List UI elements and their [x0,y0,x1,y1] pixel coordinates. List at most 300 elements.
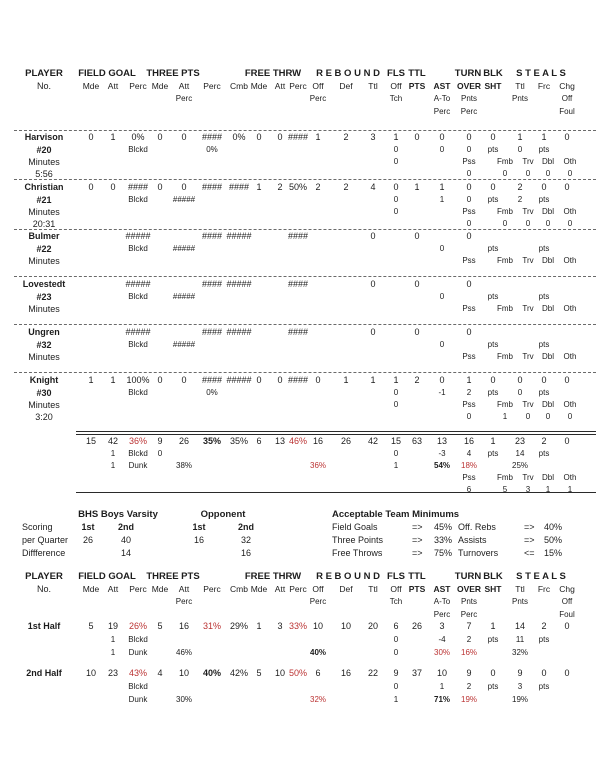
cell-st_chg: Chg [559,584,575,594]
cell-dbl: 0 [545,219,551,228]
cell-ast: A-To [433,597,451,606]
cell-sht: pts [487,340,499,349]
cell-ast: 30% [433,648,451,657]
cell-st_frc: pts [538,682,550,691]
cell-ft_mde: 0 [256,132,262,142]
cell-fg_att: 1 [110,648,116,657]
cell-cmb: ##### [226,327,252,337]
cell-ft_att: Att [274,81,286,91]
cell-st_frc: 2 [541,621,547,631]
cell-ft_perc: 50% [288,668,308,678]
cell-name: Ungren [28,327,60,337]
cell-pss: Pss [462,207,476,216]
cell-g_st: S T E A L S [516,68,566,79]
cell-sht: pts [487,449,499,458]
cell-ft_att: 0 [277,132,283,142]
cell-min_l1: Three Points [332,535,384,545]
cell-tp_mde: 4 [157,668,163,678]
row-separator [14,130,596,131]
cell-over: 0 [466,195,472,204]
cell-st_ttl: 32% [511,648,529,657]
cell-dbl: Dbl [541,304,555,313]
cell-rb_off: Perc [309,597,327,606]
cell-tp_att: Perc [175,94,193,103]
cell-pts: 63 [411,436,423,446]
cell-fls: 0 [393,182,399,192]
cell-fg_att: 1 [110,132,116,142]
cell-oth: 1 [567,485,573,494]
cell-st_chg: 0 [564,621,570,631]
cell-min_v2: 50% [544,535,563,545]
cell-pss: 6 [466,485,472,494]
cell-pts: 0 [414,279,420,289]
cell-st_ttl: 2 [517,195,523,204]
cell-ast: 71% [433,695,451,704]
cell-b2: 2nd [117,522,135,532]
cell-fg_att: 1 [110,461,116,470]
cell-tp_perc: #### [201,182,223,192]
cell-min_v1: 75% [434,548,453,558]
cell-ft_att: 13 [274,436,286,446]
cell-ft_att: Att [274,584,286,594]
cell-trv: Trv [522,207,534,216]
cell-rb_off: 36% [309,461,327,470]
cell-ft_perc: #### [287,231,309,241]
cell-trv: 0 [525,219,531,228]
cell-pts: PTS [408,81,426,91]
cell-min_v1: 45% [434,522,453,532]
cell-rb_def: 26 [340,436,352,446]
cell-tp_perc: #### [201,327,223,337]
cell-min_l1: Field Goals [332,522,378,532]
cell-pss: 0 [466,412,472,421]
cell-ft_perc: 50% [288,182,308,192]
cell-name: Lovestedt [22,279,66,289]
cell-fg_perc: Dunk [128,648,148,657]
cell-fls: 1 [393,132,399,142]
cell-name: #20 [36,145,52,155]
cell-fmb: 1 [502,412,508,421]
cell-g_st: S T E A L S [516,571,566,582]
cell-over: 0 [466,182,472,192]
cell-sht: 1 [490,621,496,631]
cell-ast: 1 [439,195,445,204]
cell-pts: 1 [414,182,420,192]
cell-over: 7 [466,621,472,631]
cell-name: 2nd Half [26,668,62,678]
cell-rb_off: Perc [309,94,327,103]
cell-rb_off: 6 [315,668,321,678]
cell-fg_perc: ##### [125,327,151,337]
cell-ast: 3 [439,621,445,631]
cell-ast: -3 [438,449,446,458]
cell-ast: Perc [433,107,451,116]
cell-fls: Tch [389,94,403,103]
cell-tp_att: 0 [181,182,187,192]
cell-fls: 0 [393,145,399,154]
cell-over: 2 [466,682,472,691]
cell-ft_perc: 33% [288,621,308,631]
cell-ft_att: 3 [277,621,283,631]
cell-cmb: ##### [226,279,252,289]
cell-tp_mde: 0 [157,132,163,142]
cell-oth: 0 [567,169,573,178]
cell-rb_ttl: 3 [370,132,376,142]
cell-name: Minutes [28,207,60,217]
cell-sht: pts [487,682,499,691]
cell-st_ttl: 19% [511,695,529,704]
cell-sht: pts [487,292,499,301]
cell-st_frc: pts [538,195,550,204]
cell-o1: 1st [192,522,206,532]
cell-dbl: Dbl [541,157,555,166]
cell-rb_off: 10 [312,621,324,631]
cell-sht: 0 [490,182,496,192]
cell-ast: 0 [439,132,445,142]
cell-fg_perc: 0% [131,132,145,142]
cell-over: Pnts [460,597,478,606]
cell-opp_title: Opponent [200,509,246,520]
cell-ft_mde: 1 [256,621,262,631]
cell-min_a1: => [412,535,423,545]
cell-pts: 0 [414,327,420,337]
cell-rb_def: Def [339,81,353,91]
cell-trv: 0 [525,169,531,178]
cell-fg_att: 42 [107,436,119,446]
cell-fls: 0 [393,648,399,657]
cell-pts: 0 [414,132,420,142]
cell-fls: 0 [393,157,399,166]
cell-trv: Trv [522,400,534,409]
cell-fg_perc: ##### [125,279,151,289]
cell-fls: 0 [393,388,399,397]
cell-name: Minutes [28,304,60,314]
cell-rb_ttl: 22 [367,668,379,678]
cell-rb_def: Def [339,584,353,594]
row-separator [14,276,596,277]
cell-rb_off: 2 [315,182,321,192]
cell-fg_perc: 43% [128,668,148,678]
totals-top-rule [76,431,596,432]
cell-over: Perc [460,107,478,116]
cell-fls: 15 [390,436,402,446]
cell-cmb: 42% [229,668,249,678]
cell-sht: BLK [483,571,503,582]
cell-dbl: 0 [545,412,551,421]
cell-st_frc: 0 [541,668,547,678]
cell-o2: 32 [240,535,252,545]
cell-rb_off: 1 [315,132,321,142]
cell-fg_perc: Perc [129,584,147,594]
cell-tp_perc: #### [201,279,223,289]
cell-name: Knight [29,375,59,385]
cell-sht: 0 [490,132,496,142]
cell-fls: FLS [387,68,405,79]
cell-fg_att: 0 [110,182,116,192]
cell-over: 18% [460,461,478,470]
cell-st_chg: 0 [564,182,570,192]
cell-sht: BLK [483,68,503,79]
cell-g_tp: THREE PTS [146,68,200,79]
cell-st_frc: 2 [541,436,547,446]
cell-tp_mde: 5 [157,621,163,631]
cell-fmb: Fmb [497,400,513,409]
cell-trv: Trv [522,304,534,313]
cell-tp_perc: 35% [202,436,222,446]
cell-ft_att: 0 [277,375,283,385]
cell-fls: Tch [389,597,403,606]
cell-pss: Pss [462,256,476,265]
cell-cmb: #### [228,182,250,192]
cell-dbl: Dbl [541,473,555,482]
cell-tp_mde: 0 [157,375,163,385]
cell-oth: Oth [563,207,577,216]
cell-pts: TTL [408,571,426,582]
cell-fls: 0 [393,400,399,409]
cell-fmb: Fmb [497,207,513,216]
cell-min_l2: Assists [458,535,487,545]
cell-name: PLAYER [25,571,63,582]
cell-st_frc: Frc [537,584,551,594]
cell-oth: 0 [567,412,573,421]
cell-ft_mde: 6 [256,436,262,446]
cell-rb_off: 16 [312,436,324,446]
cell-tp_att: 46% [175,648,193,657]
cell-st_chg: Chg [559,81,575,91]
cell-ast: 0 [439,292,445,301]
cell-trv: 3 [525,485,531,494]
cell-st_frc: 1 [541,132,547,142]
cell-rb_def: 16 [340,668,352,678]
cell-pts: 37 [411,668,423,678]
cell-fmb: Fmb [497,473,513,482]
cell-pts: TTL [408,68,426,79]
cell-fg_perc: Blckd [128,682,148,691]
cell-trv: Trv [522,256,534,265]
cell-tp_mde: Mde [151,81,169,91]
cell-rb_def: 2 [343,182,349,192]
cell-sht: SHT [484,81,502,91]
cell-pss: 0 [466,169,472,178]
cell-rb_ttl: Ttl [368,81,378,91]
cell-fmb: Fmb [497,352,513,361]
cell-st_ttl: 2 [517,182,523,192]
cell-pts: PTS [408,584,426,594]
cell-rb_ttl: 0 [370,279,376,289]
cell-ft_perc: #### [287,279,309,289]
cell-ft_mde: Mde [250,81,268,91]
cell-st_frc: pts [538,635,550,644]
cell-tp_att: 16 [178,621,190,631]
cell-tp_att: ##### [172,292,196,301]
cell-rb_off: Off [312,81,324,91]
cell-st_ttl: Pnts [511,597,529,606]
cell-tp_mde: 0 [157,449,163,458]
cell-over: 4 [466,449,472,458]
cell-fls: 0 [393,682,399,691]
cell-fmb: 5 [502,485,508,494]
cell-dbl: 0 [545,169,551,178]
totals-bottom-rule [76,492,596,493]
cell-name: #23 [36,292,52,302]
cell-b1: 26 [82,535,94,545]
cell-min_v1: 33% [434,535,453,545]
cell-name: #21 [36,195,52,205]
cell-st_frc: pts [538,292,550,301]
cell-name: No. [36,584,52,594]
cell-st_ttl: 1 [517,132,523,142]
cell-tp_perc: #### [201,132,223,142]
cell-ft_mde: 1 [256,182,262,192]
cell-min_a2: => [524,522,535,532]
cell-tp_perc: 0% [206,145,218,154]
cell-rb_off: 0 [315,375,321,385]
cell-min_l2: Turnovers [458,548,499,558]
cell-sht: pts [487,195,499,204]
cell-min_a1: => [412,522,423,532]
cell-over: 2 [466,388,472,397]
cell-sht: 0 [490,668,496,678]
cell-b1: 1st [81,522,95,532]
cell-fg_att: 23 [107,668,119,678]
cell-fg_perc: 26% [128,621,148,631]
cell-cmb: 35% [229,436,249,446]
cell-over: 0 [466,145,472,154]
cell-over: Pnts [460,94,478,103]
cell-oth: Oth [563,352,577,361]
cell-rb_ttl: 1 [370,375,376,385]
cell-rb_off: 32% [309,695,327,704]
cell-g_fg: FIELD GOAL [78,571,136,582]
cell-over: Perc [460,610,478,619]
cell-rb_ttl: 4 [370,182,376,192]
cell-ast: 0 [439,145,445,154]
cell-sht: pts [487,244,499,253]
cell-name: Minutes [28,400,60,410]
cell-fg_att: 1 [110,635,116,644]
cell-st_ttl: 14 [515,449,525,458]
cell-rb_def: 1 [343,375,349,385]
cell-ast: AST [433,584,451,594]
cell-ft_att: 10 [274,668,286,678]
cell-fg_perc: Blckd [128,145,148,154]
cell-pss: Pss [462,473,476,482]
cell-name: #30 [36,388,52,398]
cell-dbl: Dbl [541,400,555,409]
cell-fg_mde: 1 [88,375,94,385]
cell-st_frc: pts [538,388,550,397]
cell-dbl: Dbl [541,352,555,361]
cell-fls: 9 [393,668,399,678]
cell-st_ttl: 23 [514,436,526,446]
cell-over: OVER [456,584,482,594]
cell-fg_mde: Mde [82,584,100,594]
row-separator [14,324,596,325]
cell-pts: 26 [411,621,423,631]
cell-ft_perc: #### [287,132,309,142]
cell-st_frc: 0 [541,182,547,192]
cell-dbl: Dbl [541,207,555,216]
cell-ft_perc: Perc [289,584,307,594]
cell-tp_mde: Mde [151,584,169,594]
cell-st_ttl: 11 [515,635,525,644]
cell-name: 1st Half [27,621,61,631]
cell-ft_perc: #### [287,375,309,385]
cell-st_ttl: 9 [517,668,523,678]
cell-rb_off: 40% [309,648,327,657]
cell-name: PLAYER [25,68,63,79]
cell-ft_perc: 46% [288,436,308,446]
cell-fls: 0 [393,195,399,204]
cell-cmb: Cmb [230,584,248,594]
cell-st_chg: Foul [559,610,575,619]
cell-dbl: Dbl [541,256,555,265]
cell-st_ttl: 0 [517,388,523,397]
cell-oth: 0 [567,219,573,228]
cell-ft_mde: 5 [256,668,262,678]
cell-over: 0 [466,327,472,337]
cell-oth: Oth [563,157,577,166]
cell-st_frc: pts [538,244,550,253]
cell-fls: 1 [393,461,399,470]
cell-fls: 6 [393,621,399,631]
cell-tp_perc: #### [201,375,223,385]
cell-g_rb: R E B O U N D [316,68,380,79]
cell-oth: Oth [563,256,577,265]
cell-st_frc: 0 [541,375,547,385]
cell-fls: 0 [393,635,399,644]
cell-st_chg: Foul [559,107,575,116]
cell-min_l1: Free Throws [332,548,383,558]
cell-over: OVER [456,81,482,91]
cell-fmb: Fmb [497,256,513,265]
cell-fg_perc: Blckd [128,635,148,644]
cell-st_ttl: 14 [514,621,526,631]
cell-over: 19% [460,695,478,704]
cell-st_chg: 0 [564,132,570,142]
cell-ast: 1 [439,182,445,192]
cell-b2: 14 [120,548,132,558]
cell-fg_mde: 15 [85,436,97,446]
cell-fg_att: Att [107,81,119,91]
cell-ast: A-To [433,94,451,103]
cell-g_ft: FREE THRW [244,571,302,582]
cell-tp_perc: 31% [202,621,222,631]
cell-fls: 0 [393,449,399,458]
cell-tp_perc: 0% [206,388,218,397]
cell-ft_mde: 0 [256,375,262,385]
cell-name: No. [36,81,52,91]
cell-name: Minutes [28,256,60,266]
cell-oth: Oth [563,473,577,482]
cell-over: 16 [463,436,475,446]
cell-sht: 1 [490,436,496,446]
cell-fg_att: 19 [107,621,119,631]
cell-sum_label: Scoring [22,522,53,532]
cell-tp_att: 10 [178,668,190,678]
cell-fg_mde: Mde [82,81,100,91]
cell-trv: Trv [522,157,534,166]
totals-top-rule [76,434,596,435]
cell-name: Bulmer [28,231,60,241]
cell-ast: 1 [439,682,445,691]
cell-fmb: Fmb [497,304,513,313]
cell-name: Minutes [28,157,60,167]
cell-name: #22 [36,244,52,254]
cell-fg_att: Att [107,584,119,594]
cell-cmb: Cmb [230,81,248,91]
row-separator [14,179,596,180]
